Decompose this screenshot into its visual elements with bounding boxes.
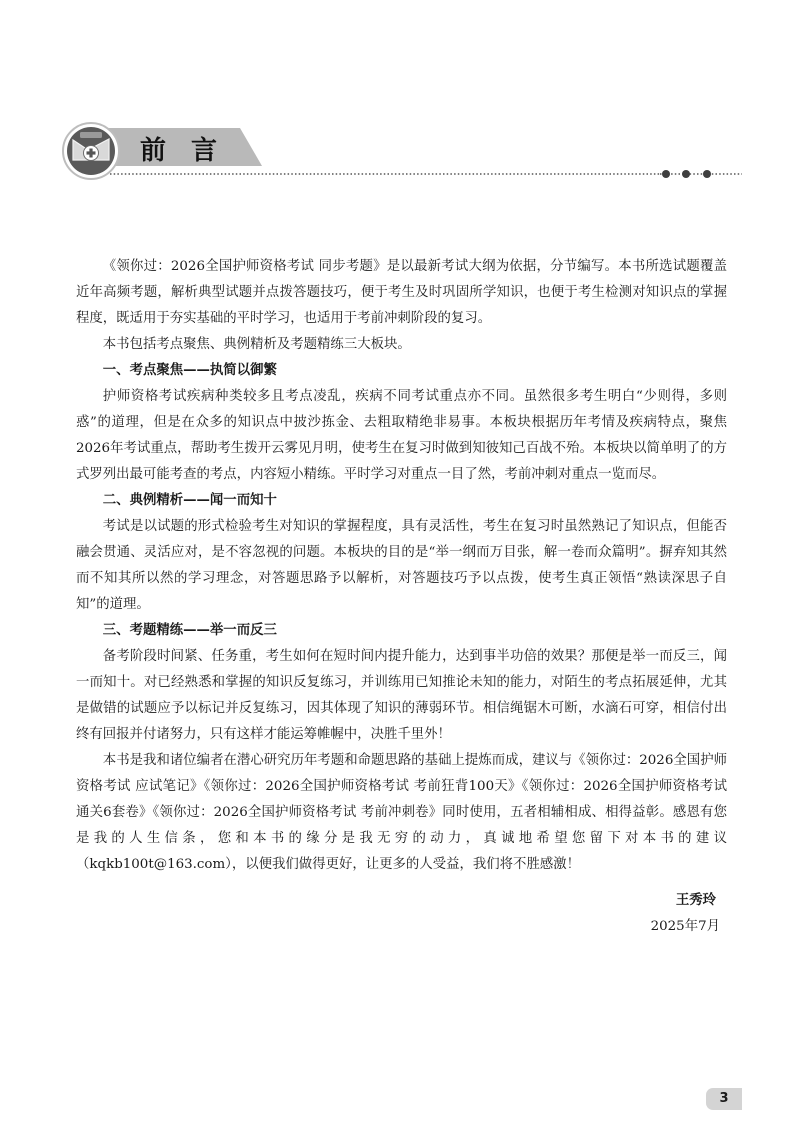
paragraph: 《领你过：2026全国护师资格考试 同步考题》是以最新考试大纲为依据，分节编写。本书所选试题覆盖近年高频考题，解析典型试题并点拨答题技巧，便于考生及时巩固所学知识，也便于考生检测对知识点的掌握程度，既适用于夯实基础的平时学习，也适用于考前冲刺阶段的复习。 — [76, 259, 727, 326]
section-heading: 二、典例精析——闻一而知十 — [102, 493, 277, 508]
paragraph: 本书是我和诸位编者在潜心研究历年考题和命题思路的基础上提炼而成，建议与《领你过：2026全国护师资格考试 应试笔记》《领你过：2026全国护师资格考试 考前狂背100天》《领你过：2026全国护师资格考试 通关6套卷》《领你过：2026全国护师资格考试 考前冲刺卷》同时使用，五者相辅相成、相得益彰。感恩有您是我的人生信条，您和本书的缘分是我无穷的动力，真诚地希望您留下对本书的建议（kqkb100t@163.com），以便我们做得更好，让更多的人受益，我们将不胜感激！ — [76, 753, 727, 872]
page-number: 3 — [706, 1088, 742, 1110]
signature-block — [651, 888, 720, 940]
rule-dot — [703, 170, 711, 178]
preface-body — [76, 254, 727, 878]
medical-kit-icon — [63, 123, 119, 179]
rule-dot — [662, 170, 670, 178]
section-heading: 一、考点聚焦——执简以御繁 — [102, 363, 277, 378]
author-name: 王秀玲 — [675, 893, 716, 908]
paragraph: 护师资格考试疾病种类较多且考点凌乱，疾病不同考试重点亦不同。虽然很多考生明白“少则得，多则惑”的道理，但是在众多的知识点中披沙拣金、去粗取精绝非易事。本板块根据历年考情及疾病特点，聚焦2026年考试重点，帮助考生拨开云雾见月明，使考生在复习时做到知彼知己百战不殆。本板块以简单明了的方式罗列出最可能考查的考点，内容短小精练。平时学习对重点一目了然，考前冲刺对重点一览而尽。 — [76, 389, 727, 482]
page-title: 前 言 — [140, 136, 226, 166]
chapter-header — [62, 122, 742, 186]
signature-date: 2025年7月 — [650, 919, 720, 934]
paragraph: 备考阶段时间紧、任务重，考生如何在短时间内提升能力，达到事半功倍的效果？那便是举一而反三，闻一而知十。对已经熟悉和掌握的知识反复练习，并训练用已知推论未知的能力，对陌生的考点拓展延伸，尤其是做错的试题应予以标记并反复练习，因其体现了知识的薄弱环节。相信绳锯木可断，水滴石可穿，相信付出终有回报并付诸努力，只有这样才能运筹帷幄中，决胜千里外！ — [76, 649, 727, 742]
paragraph: 本书包括考点聚焦、典例精析及考题精练三大板块。 — [102, 337, 411, 352]
paragraph: 考试是以试题的形式检验考生对知识的掌握程度，具有灵活性，考生在复习时虽然熟记了知识点，但能否融会贯通、灵活应对，是不容忽视的问题。本板块的目的是“举一纲而万目张，解一卷而众篇明”。摒弃知其然而不知其所以然的学习理念，对答题思路予以解析，对答题技巧予以点拨，使考生真正领悟“熟读深思子自知”的道理。 — [76, 519, 727, 612]
section-heading: 三、考题精练——举一而反三 — [102, 623, 277, 638]
rule-dot — [682, 170, 690, 178]
